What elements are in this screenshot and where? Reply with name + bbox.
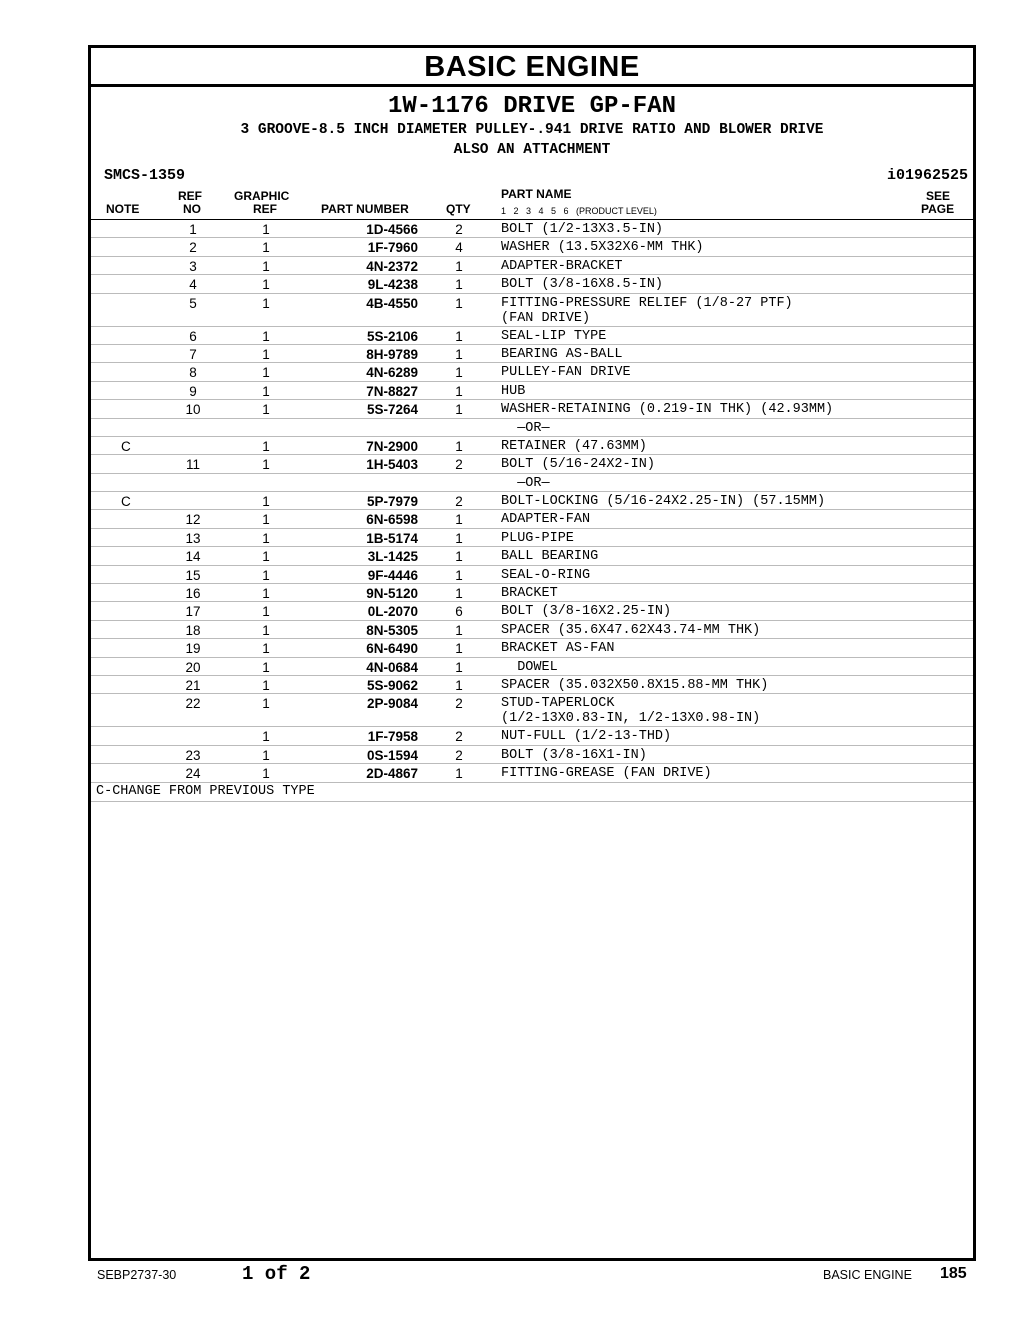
qty-cell: 1: [455, 549, 463, 565]
graphic-ref-cell: 1: [262, 365, 270, 381]
parts-table: [91, 220, 973, 783]
graphic-ref-cell: 1: [262, 457, 270, 473]
header-see-top: SEE: [926, 189, 951, 203]
illustration-id: i01962525: [886, 167, 968, 184]
table-row: [91, 621, 973, 639]
part-number-cell: 6N-6598: [366, 512, 418, 528]
ref-no-cell: 5: [189, 295, 197, 311]
graphic-ref-cell: 1: [262, 696, 270, 712]
qty-cell: 1: [455, 277, 463, 293]
graphic-ref-cell: 1: [262, 277, 270, 293]
footer-section: BASIC ENGINE: [823, 1268, 912, 1282]
table-row: [91, 382, 973, 400]
part-name-cell: STUD-TAPERLOCK (1/2-13X0.83-IN, 1/2-13X0.98-IN): [501, 696, 761, 727]
qty-cell: 1: [455, 438, 463, 454]
graphic-ref-cell: 1: [262, 383, 270, 399]
header-graphic-bottom: REF: [253, 202, 277, 216]
table-row: [91, 492, 973, 510]
qty-cell: 2: [455, 222, 463, 237]
part-number-cell: 1D-4566: [366, 222, 418, 237]
table-row: [91, 529, 973, 547]
header-qty: QTY: [446, 202, 471, 216]
qty-cell: 1: [455, 328, 463, 344]
part-name-cell: BEARING AS-BALL: [501, 346, 623, 362]
ref-no-cell: 24: [185, 766, 201, 782]
part-name-cell: HUB: [501, 383, 526, 399]
table-row: [91, 584, 973, 602]
part-number-cell: 4B-4550: [366, 295, 418, 311]
part-number-cell: 5S-9062: [366, 677, 418, 693]
qty-cell: 1: [455, 567, 463, 583]
page-frame: [88, 45, 976, 1261]
graphic-ref-cell: 1: [262, 346, 270, 362]
footnote: [91, 783, 973, 802]
graphic-ref-cell: 1: [262, 659, 270, 675]
part-number-cell: 0L-2070: [367, 604, 418, 620]
document-number: SEBP2737-30: [97, 1268, 177, 1282]
part-number-cell: 4N-0684: [366, 659, 418, 675]
part-name-cell: BOLT-LOCKING (5/16-24X2.25-IN) (57.15MM): [501, 494, 826, 510]
table-row: [91, 474, 973, 492]
part-number-cell: 7N-2900: [366, 438, 418, 454]
qty-cell: 1: [455, 512, 463, 528]
ref-no-cell: 10: [185, 402, 201, 418]
qty-cell: 1: [455, 258, 463, 274]
qty-cell: 1: [455, 530, 463, 546]
part-number-cell: 9N-5120: [366, 586, 418, 602]
part-name-cell: FITTING-PRESSURE RELIEF (1/8-27 PTF) (FAN DRIVE): [501, 295, 793, 326]
part-number-cell: 3L-1425: [367, 549, 418, 565]
ref-no-cell: 15: [185, 567, 201, 583]
header-ref-bottom: NO: [183, 202, 201, 216]
part-number-cell: 2D-4867: [366, 766, 418, 782]
table-row: [91, 275, 973, 293]
table-row: [91, 510, 973, 528]
header-see-bottom: PAGE: [921, 202, 955, 216]
ref-no-cell: 16: [185, 586, 201, 602]
subtitle-line-1: 3 GROOVE-8.5 INCH DIAMETER PULLEY-.941 DRIVE RATIO AND BLOWER DRIVE: [240, 122, 824, 138]
qty-cell: 2: [455, 747, 463, 763]
group-title: 1W-1176 DRIVE GP-FAN: [387, 93, 677, 120]
ref-no-cell: 11: [185, 457, 200, 473]
graphic-ref-cell: 1: [262, 240, 270, 256]
page-of: 1 of 2: [242, 1263, 311, 1285]
table-row: [91, 294, 973, 327]
ref-no-cell: 6: [189, 328, 197, 344]
part-name-cell: FITTING-GREASE (FAN DRIVE): [501, 766, 712, 782]
footnote-text: C-CHANGE FROM PREVIOUS TYPE: [96, 783, 315, 799]
page-title: BASIC ENGINE: [91, 48, 973, 87]
table-row: [91, 566, 973, 584]
table-row: [91, 764, 973, 782]
ref-no-cell: 3: [189, 258, 197, 274]
graphic-ref-cell: 1: [262, 494, 270, 510]
ref-no-cell: 4: [189, 277, 197, 293]
graphic-ref-cell: 1: [262, 586, 270, 602]
ref-no-cell: 7: [189, 346, 197, 362]
table-row: [91, 746, 973, 764]
table-row: [91, 419, 973, 437]
graphic-ref-cell: 1: [262, 604, 270, 620]
part-name-cell: BOLT (1/2-13X3.5-IN): [501, 222, 664, 237]
table-row: [91, 220, 973, 238]
graphic-ref-cell: 1: [262, 747, 270, 763]
graphic-ref-cell: 1: [262, 328, 270, 344]
header-ref-top: REF: [178, 189, 202, 203]
table-row: [91, 345, 973, 363]
part-name-cell: SEAL-LIP TYPE: [501, 328, 607, 344]
ref-no-cell: 13: [185, 530, 201, 546]
part-number-cell: 6N-6490: [366, 641, 418, 657]
ref-no-cell: 1: [189, 222, 197, 237]
ref-no-cell: 19: [185, 641, 201, 657]
qty-cell: 2: [455, 696, 463, 712]
header-product-level: 1 2 3 4 5 6 (PRODUCT LEVEL): [501, 206, 657, 216]
part-number-cell: 9F-4446: [367, 567, 418, 583]
qty-cell: 1: [455, 346, 463, 362]
part-name-cell: BOLT (3/8-16X1-IN): [501, 747, 647, 763]
qty-cell: 1: [455, 402, 463, 418]
table-row: [91, 238, 973, 256]
ref-no-cell: 18: [185, 622, 201, 638]
part-name-cell: ADAPTER-FAN: [501, 512, 591, 528]
part-number-cell: 1H-5403: [366, 457, 418, 473]
qty-cell: 1: [455, 659, 463, 675]
part-number-cell: 4N-6289: [366, 365, 418, 381]
part-name-cell: ADAPTER-BRACKET: [501, 258, 623, 274]
ref-no-cell: 14: [185, 549, 201, 565]
part-name-cell: BOLT (3/8-16X8.5-IN): [501, 277, 664, 293]
qty-cell: 1: [455, 766, 463, 782]
table-row: [91, 363, 973, 381]
part-name-cell: WASHER-RETAINING (0.219-IN THK) (42.93MM): [501, 402, 834, 418]
part-name-cell: —OR—: [501, 475, 550, 491]
table-row: [91, 639, 973, 657]
graphic-ref-cell: 1: [262, 402, 270, 418]
ref-no-cell: 9: [189, 383, 197, 399]
ref-no-cell: 21: [185, 677, 201, 693]
graphic-ref-cell: 1: [262, 222, 270, 237]
table-row: [91, 658, 973, 676]
part-name-cell: BRACKET AS-FAN: [501, 641, 615, 657]
qty-cell: 1: [455, 622, 463, 638]
ref-no-cell: 20: [185, 659, 201, 675]
part-name-cell: PULLEY-FAN DRIVE: [501, 365, 631, 381]
part-name-cell: BRACKET: [501, 586, 558, 602]
part-name-cell: BALL BEARING: [501, 549, 599, 565]
part-number-cell: 9L-4238: [367, 277, 418, 293]
ref-no-cell: 23: [185, 747, 201, 763]
part-number-cell: 5S-2106: [366, 328, 418, 344]
part-name-cell: SPACER (35.6X47.62X43.74-MM THK): [501, 622, 761, 638]
table-row: [91, 437, 973, 455]
note-cell: C: [121, 438, 131, 454]
part-name-cell: SPACER (35.032X50.8X15.88-MM THK): [501, 677, 769, 693]
qty-cell: 1: [455, 586, 463, 602]
graphic-ref-cell: 1: [262, 641, 270, 657]
ref-no-cell: 2: [189, 240, 197, 256]
qty-cell: 4: [455, 240, 463, 256]
qty-cell: 2: [455, 494, 463, 510]
table-row: [91, 455, 973, 473]
qty-cell: 1: [455, 677, 463, 693]
qty-cell: 1: [455, 641, 463, 657]
part-number-cell: 0S-1594: [366, 747, 418, 763]
header-graphic-top: GRAPHIC: [234, 189, 290, 203]
part-number-cell: 8H-9789: [366, 346, 418, 362]
ref-no-cell: 8: [189, 365, 197, 381]
part-number-cell: 1B-5174: [366, 530, 418, 546]
header-note: NOTE: [106, 202, 140, 216]
part-name-cell: RETAINER (47.63MM): [501, 438, 647, 454]
subtitle-line-2: ALSO AN ATTACHMENT: [453, 142, 611, 158]
graphic-ref-cell: 1: [262, 567, 270, 583]
table-header: [91, 187, 973, 220]
qty-cell: 6: [455, 604, 463, 620]
part-name-cell: WASHER (13.5X32X6-MM THK): [501, 240, 704, 256]
table-row: [91, 547, 973, 565]
part-number-cell: 4N-2372: [366, 258, 418, 274]
graphic-ref-cell: 1: [262, 258, 270, 274]
graphic-ref-cell: 1: [262, 530, 270, 546]
ref-no-cell: 22: [185, 696, 201, 712]
table-row: [91, 676, 973, 694]
qty-cell: 2: [455, 457, 463, 473]
part-number-cell: 2P-9084: [366, 696, 418, 712]
qty-cell: 1: [455, 295, 463, 311]
graphic-ref-cell: 1: [262, 295, 270, 311]
qty-cell: 1: [455, 365, 463, 381]
table-row: [91, 727, 973, 745]
graphic-ref-cell: 1: [262, 622, 270, 638]
graphic-ref-cell: 1: [262, 766, 270, 782]
header-part-number: PART NUMBER: [321, 202, 409, 216]
page-footer: [0, 1262, 1020, 1292]
smcs-code: SMCS-1359: [104, 167, 186, 184]
part-number-cell: 5P-7979: [366, 494, 418, 510]
part-number-cell: 1F-7960: [367, 240, 418, 256]
part-name-cell: BOLT (3/8-16X2.25-IN): [501, 604, 672, 620]
part-name-cell: NUT-FULL (1/2-13-THD): [501, 729, 672, 745]
table-row: [91, 694, 973, 727]
part-name-cell: BOLT (5/16-24X2-IN): [501, 457, 655, 473]
part-name-cell: SEAL-O-RING: [501, 567, 591, 583]
qty-cell: 2: [455, 729, 463, 745]
part-name-cell: DOWEL: [501, 659, 558, 675]
qty-cell: 1: [455, 383, 463, 399]
part-name-cell: PLUG-PIPE: [501, 530, 574, 546]
table-row: [91, 327, 973, 345]
graphic-ref-cell: 1: [262, 729, 270, 745]
part-number-cell: 8N-5305: [366, 622, 418, 638]
graphic-ref-cell: 1: [262, 438, 270, 454]
part-number-cell: 1F-7958: [367, 729, 418, 745]
graphic-ref-cell: 1: [262, 677, 270, 693]
part-name-cell: —OR—: [501, 420, 550, 436]
part-number-cell: 5S-7264: [366, 402, 418, 418]
part-number-cell: 7N-8827: [366, 383, 418, 399]
smcs-row: [91, 165, 973, 187]
graphic-ref-cell: 1: [262, 549, 270, 565]
note-cell: C: [121, 494, 131, 510]
table-row: [91, 602, 973, 620]
page-number: 185: [940, 1265, 967, 1282]
graphic-ref-cell: 1: [262, 512, 270, 528]
table-row: [91, 257, 973, 275]
header-part-name: PART NAME: [501, 187, 572, 201]
ref-no-cell: 12: [185, 512, 201, 528]
ref-no-cell: 17: [185, 604, 201, 620]
table-row: [91, 400, 973, 418]
